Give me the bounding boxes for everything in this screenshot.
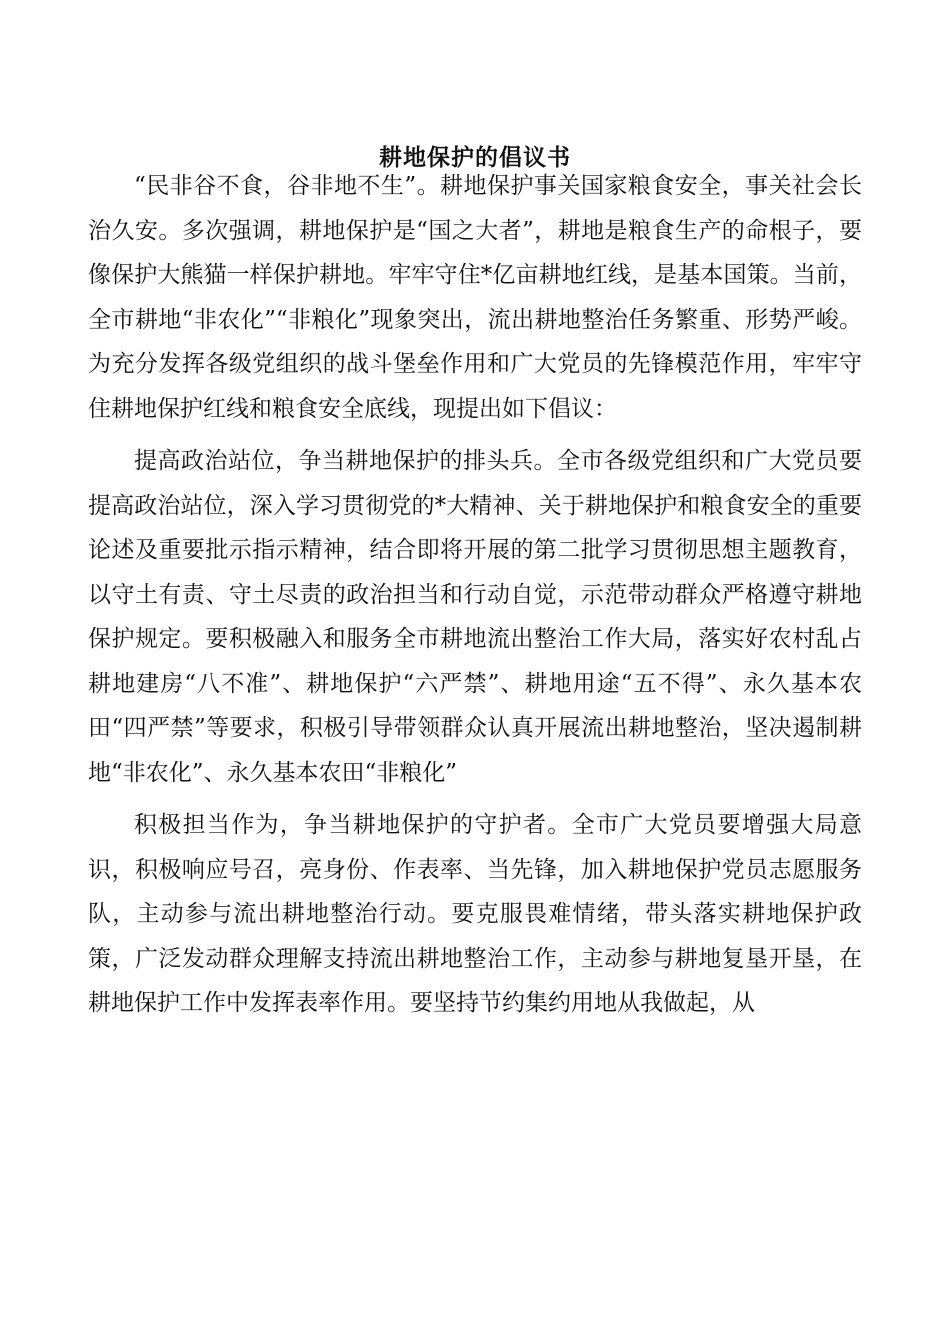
paragraph-political-stance: 提高政治站位，争当耕地保护的排头兵。全市各级党组织和广大党员要提高政治站位，深入学习贯彻党的*大精神、关于耕地保护和粮食安全的重要论述及重要批示指示精神，结合即将开展的第二批学习贯彻思想主题教育，以守土有责、守土尽责的政治担当和行动自觉，示范带动群众严格遵守耕地保护规定。要积极融入和服务全市耕地流出整治工作大局，落实好农村乱占耕地建房“八不准”、耕地保护“六严禁”、耕地用途“五不得”、永久基本农田“四严禁”等要求，积极引导带领群众认真开展流出耕地整治，坚决遏制耕地“非农化”、永久基本农田“非粮化”: [88, 448, 862, 786]
paragraph-intro: “民非谷不食，谷非地不生”。耕地保护事关国家粮食安全，事关社会长治久安。多次强调，耕地保护是“国之大者”，耕地是粮食生产的命根子，要像保护大熊猫一样保护耕地。牢牢守住*亿亩耕地红线，是基本国策。当前，全市耕地“非农化”“非粮化”现象突出，流出耕地整治任务繁重、形势严峻。为充分发挥各级党组织的战斗堡垒作用和广大党员的先锋模范作用，牢牢守住耕地保护红线和粮食安全底线，现提出如下倡议：: [88, 173, 862, 422]
paragraph-take-action: 积极担当作为，争当耕地保护的守护者。全市广大党员要增强大局意识，积极响应号召，亮身份、作表率、当先锋，加入耕地保护党员志愿服务队，主动参与流出耕地整治行动。要克服畏难情绪，带头落实耕地保护政策，广泛发动群众理解支持流出耕地整治工作，主动参与耕地复垦开垦，在耕地保护工作中发挥表率作用。要坚持节约集约用地从我做起，从: [88, 812, 862, 1016]
document-body: [88, 164, 862, 1026]
document-title: 耕地保护的倡议书: [379, 145, 571, 171]
